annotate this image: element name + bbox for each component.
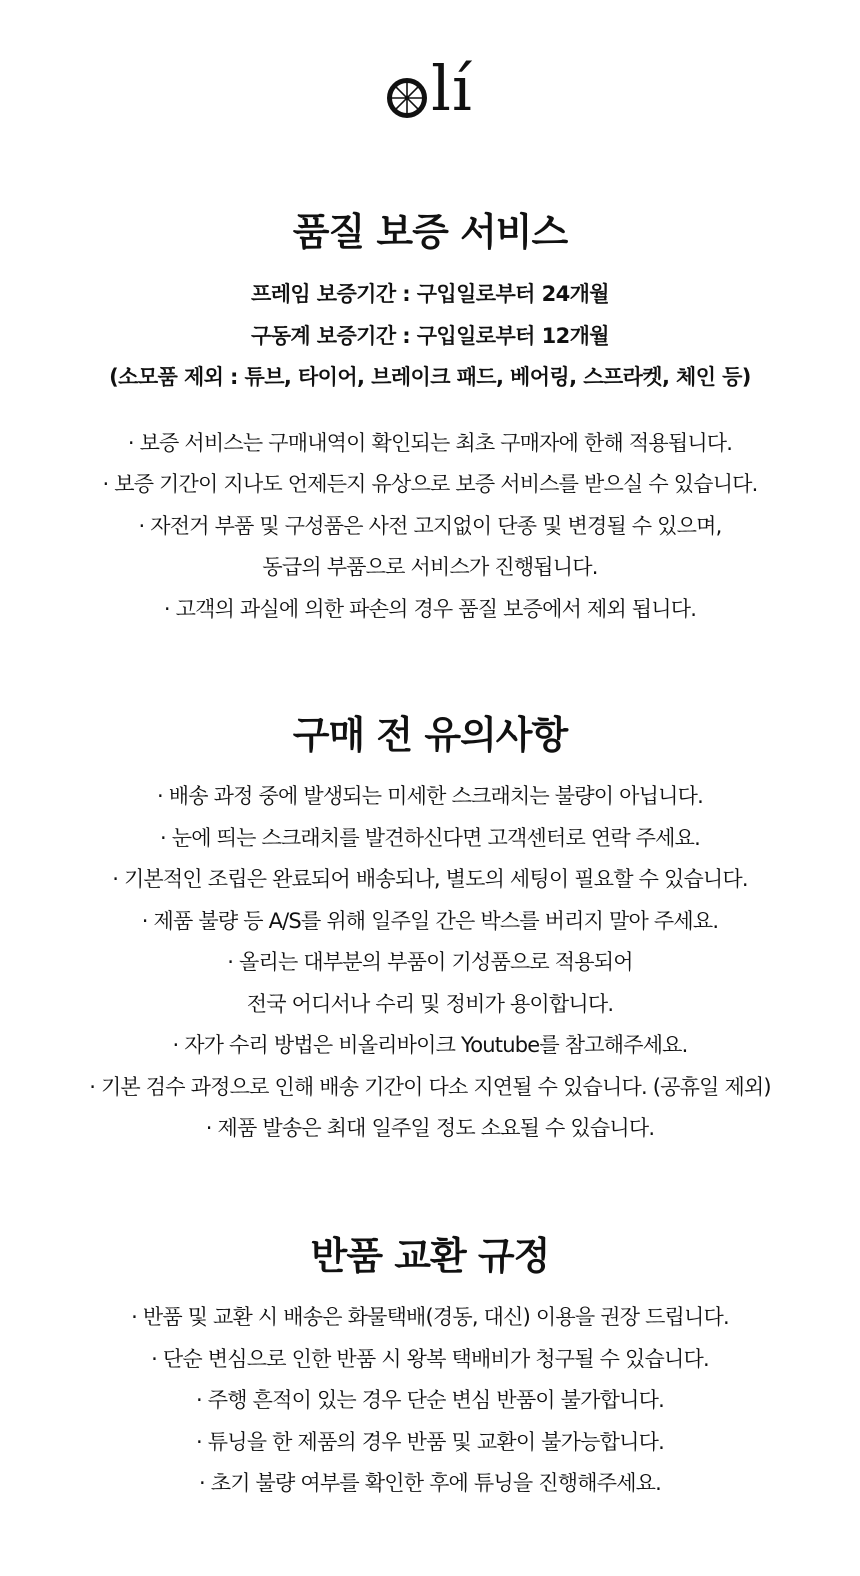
list-item: · 눈에 띄는 스크래치를 발견하신다면 고객센터로 연락 주세요. xyxy=(159,825,701,850)
consumables-exclusion: (소모품 제외 : 튜브, 타이어, 브레이크 패드, 베어링, 스프라켓, 체인 등) xyxy=(109,365,751,389)
warranty-title: 품질 보증 서비스 xyxy=(292,210,568,254)
returns-title: 반품 교환 규정 xyxy=(310,1234,550,1278)
list-item: · 보증 서비스는 구매내역이 확인되는 최초 구매자에 한해 적용됩니다. xyxy=(127,430,733,455)
list-item: · 초기 불량 여부를 확인한 후에 튜닝을 진행해주세요. xyxy=(198,1471,662,1495)
list-item: · 제품 발송은 최대 일주일 정도 소요될 수 있습니다. xyxy=(205,1116,655,1140)
list-item: · 단순 변심으로 인한 반품 시 왕복 택배비가 청구될 수 있습니다. xyxy=(151,1346,709,1371)
list-item: · 자전거 부품 및 구성품은 사전 고지없이 단종 및 변경될 수 있으며, xyxy=(138,513,722,538)
list-item: 전국 어디서나 수리 및 정비가 용이합니다. xyxy=(246,991,614,1016)
brand-logo xyxy=(0,44,860,125)
list-item: · 주행 흔적이 있는 경우 단순 변심 반품이 불가합니다. xyxy=(196,1388,664,1412)
list-item: · 반품 및 교환 시 배송은 화물택배(경동, 대신) 이용을 권장 드립니다. xyxy=(131,1305,729,1329)
list-item: · 올리는 대부분의 부품이 기성품으로 적용되어 xyxy=(227,950,633,974)
logo-wordmark: lí xyxy=(431,52,473,125)
list-item: · 자가 수리 방법은 비올리바이크 Youtube를 참고해주세요. xyxy=(172,1033,688,1057)
bicycle-wheel-icon xyxy=(387,78,427,118)
warranty-section xyxy=(0,206,860,630)
list-item: · 튜닝을 한 제품의 경우 반품 및 교환이 불가능합니다. xyxy=(196,1429,664,1454)
drivetrain-warranty-period: 구동계 보증기간 : 구입일로부터 12개월 xyxy=(251,323,609,348)
list-item: · 배송 과정 중에 발생되는 미세한 스크래치는 불량이 아닙니다. xyxy=(157,784,703,808)
list-item: · 기본적인 조립은 완료되어 배송되나, 별도의 세팅이 필요할 수 있습니다. xyxy=(112,867,748,891)
list-item: · 고객의 과실에 의한 파손의 경우 품질 보증에서 제외 됩니다. xyxy=(163,596,697,621)
returns-section xyxy=(0,1230,860,1505)
list-item: · 보증 기간이 지나도 언제든지 유상으로 보증 서비스를 받으실 수 있습니다. xyxy=(102,472,758,496)
precautions-section xyxy=(0,709,860,1150)
list-item: 동급의 부품으로 서비스가 진행됩니다. xyxy=(262,555,598,579)
precautions-title: 구매 전 유의사항 xyxy=(292,713,568,757)
list-item: · 제품 불량 등 A/S를 위해 일주일 간은 박스를 버리지 말아 주세요. xyxy=(141,908,719,933)
frame-warranty-period: 프레임 보증기간 : 구입일로부터 24개월 xyxy=(251,282,609,306)
list-item: · 기본 검수 과정으로 인해 배송 기간이 다소 지연될 수 있습니다. (공휴일 제외) xyxy=(89,1074,771,1099)
